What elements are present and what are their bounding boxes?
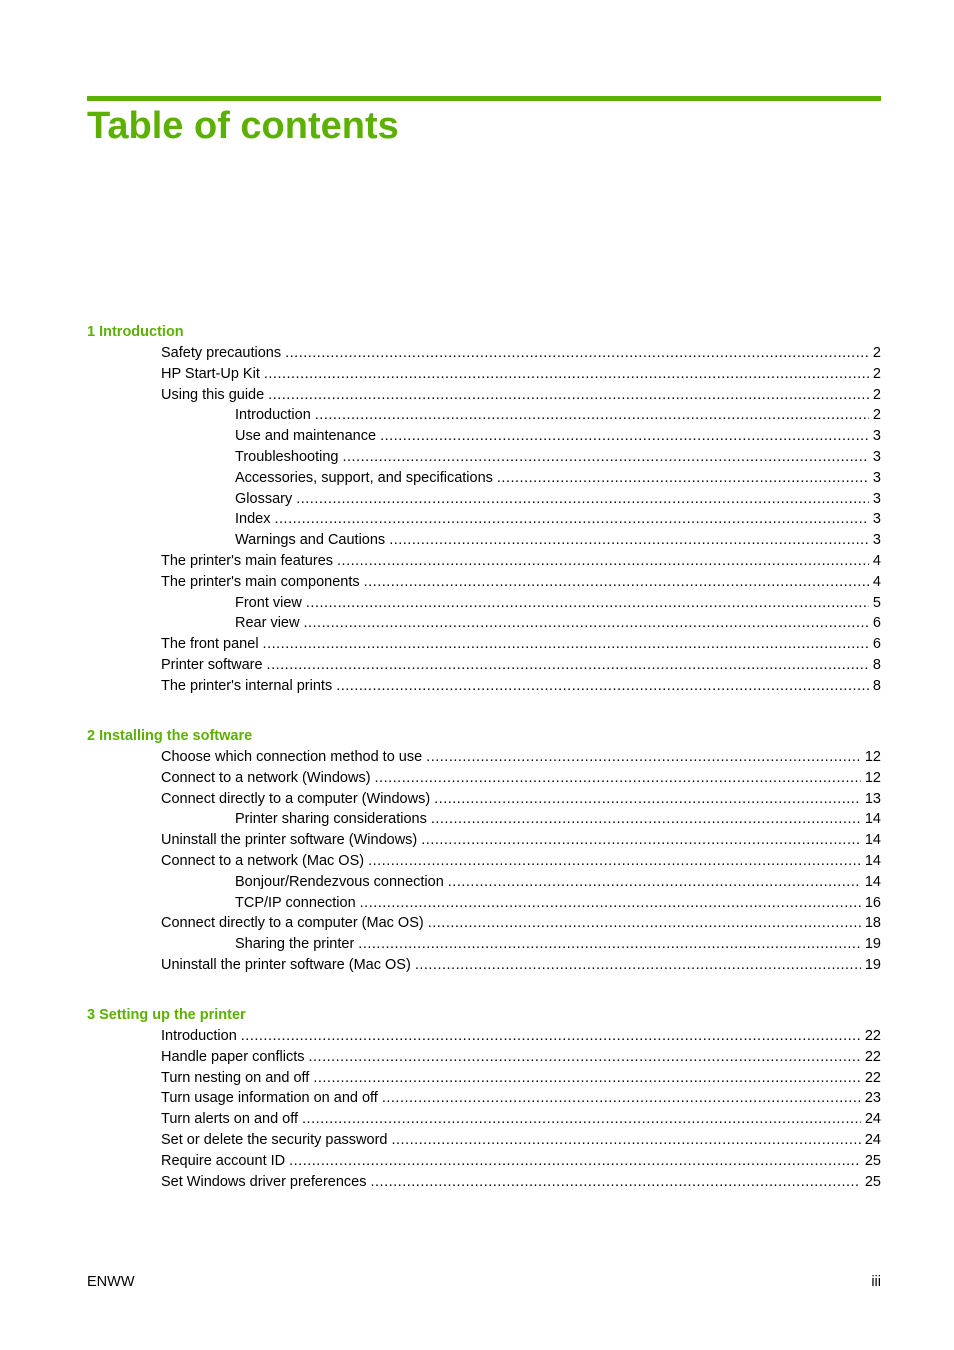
toc-entry-page: 4 — [872, 552, 881, 569]
toc-entry-label: Safety precautions — [161, 345, 282, 361]
toc-entry[interactable] — [87, 489, 881, 510]
toc-entry[interactable] — [87, 426, 881, 447]
toc-entry-label: Sharing the printer — [235, 936, 355, 953]
dot-leader — [368, 851, 861, 872]
toc-entry-page: 24 — [864, 1111, 881, 1128]
toc-entry-label: The printer's main features — [161, 552, 334, 569]
toc-entry[interactable] — [87, 364, 881, 385]
toc-entry-page: 14 — [864, 832, 881, 849]
toc-entry-page: 6 — [872, 636, 881, 653]
toc-entry-label: Handle paper conflicts — [161, 1048, 305, 1065]
toc-entry-page: 5 — [872, 594, 881, 611]
toc-entry-page: 24 — [864, 1131, 881, 1148]
dot-leader — [274, 509, 868, 530]
chapter-section — [87, 726, 881, 976]
toc-entry-label: Introduction — [235, 407, 311, 424]
toc-entry[interactable] — [87, 1130, 881, 1151]
toc-entry-page: 18 — [864, 915, 881, 932]
toc-entry-page: 3 — [872, 532, 881, 549]
toc-entry[interactable] — [87, 468, 881, 489]
toc-entry[interactable] — [87, 1026, 881, 1047]
toc-entry-page: 2 — [872, 345, 881, 361]
toc-entry[interactable] — [87, 955, 881, 976]
dot-leader — [296, 489, 869, 510]
dot-leader — [303, 613, 868, 634]
toc-entry-label: Index — [235, 511, 271, 528]
dot-leader — [371, 1172, 861, 1193]
toc-entry-label: Troubleshooting — [235, 448, 339, 465]
dot-leader — [267, 655, 869, 676]
toc-entry-label: Introduction — [161, 1028, 237, 1044]
toc-entry-page: 14 — [864, 811, 881, 828]
toc-entry[interactable] — [87, 613, 881, 634]
toc-entry-page: 3 — [872, 469, 881, 486]
toc-entry-label: Connect to a network (Mac OS) — [161, 852, 365, 869]
toc-entry-label: Using this guide — [161, 386, 265, 403]
toc-entry[interactable] — [87, 593, 881, 614]
dot-leader — [375, 768, 861, 789]
dot-leader — [415, 955, 861, 976]
toc-entry-page: 22 — [864, 1069, 881, 1086]
toc-entry-page: 25 — [864, 1173, 881, 1190]
toc-entry-page: 16 — [864, 894, 881, 911]
dot-leader — [382, 1088, 861, 1109]
chapter-entries — [87, 1026, 881, 1192]
toc-entry-page: 3 — [872, 448, 881, 465]
dot-leader — [358, 934, 861, 955]
toc-entry-page: 12 — [864, 769, 881, 786]
toc-entry[interactable] — [87, 655, 881, 676]
toc-entry[interactable] — [87, 551, 881, 572]
dot-leader — [497, 468, 869, 489]
toc-entry[interactable] — [87, 634, 881, 655]
toc-entry-label: Rear view — [235, 615, 300, 632]
toc-entry[interactable] — [87, 830, 881, 851]
dot-leader — [391, 1130, 860, 1151]
toc-entry-page: 2 — [872, 365, 881, 382]
toc-entry-label: Use and maintenance — [235, 428, 377, 445]
toc-entry[interactable] — [87, 676, 881, 697]
toc-entry[interactable] — [87, 768, 881, 789]
footer-label: ENWW — [87, 1274, 135, 1290]
page-title: Table of contents — [87, 105, 399, 147]
toc-entry-label: Set or delete the security password — [161, 1131, 388, 1148]
toc-entry-page: 12 — [864, 749, 881, 765]
toc-entry-label: Turn alerts on and off — [161, 1111, 299, 1128]
toc-entry-label: Choose which connection method to use — [161, 749, 423, 765]
dot-leader — [263, 634, 869, 655]
dot-leader — [268, 385, 869, 406]
toc-entry-label: Glossary — [235, 490, 293, 507]
toc-entry-page: 8 — [872, 677, 881, 694]
toc-entry-page: 25 — [864, 1152, 881, 1169]
toc-entry-page: 14 — [864, 873, 881, 890]
toc-entry-page: 19 — [864, 956, 881, 973]
toc-entry[interactable] — [87, 789, 881, 810]
toc-entry[interactable] — [87, 1172, 881, 1193]
toc-entry-label: Connect to a network (Windows) — [161, 769, 371, 786]
dot-leader — [264, 364, 869, 385]
dot-leader — [448, 872, 861, 893]
dot-leader — [313, 1068, 861, 1089]
toc-entry-label: Uninstall the printer software (Mac OS) — [161, 956, 411, 973]
toc-entry[interactable] — [87, 893, 881, 914]
toc-entry[interactable] — [87, 913, 881, 934]
toc-entry[interactable] — [87, 572, 881, 593]
toc-entry-label: The printer's main components — [161, 573, 360, 590]
toc-entry-page: 3 — [872, 428, 881, 445]
toc-entry-label: The printer's internal prints — [161, 677, 333, 694]
toc-entry[interactable] — [87, 385, 881, 406]
dot-leader — [315, 405, 869, 426]
toc-entry[interactable] — [87, 809, 881, 830]
toc-entry-label: Connect directly to a computer (Mac OS) — [161, 915, 424, 932]
dot-leader — [336, 676, 869, 697]
chapter-section — [87, 322, 881, 697]
toc-entry-page: 23 — [864, 1090, 881, 1107]
chapter-heading[interactable]: 3 Setting up the printer — [87, 1007, 246, 1023]
toc-entry-label: The front panel — [161, 636, 259, 653]
dot-leader — [337, 551, 869, 572]
chapter-section — [87, 1005, 881, 1192]
toc-entry-label: Accessories, support, and specifications — [235, 469, 493, 486]
dot-leader — [306, 593, 869, 614]
toc-entry-page: 6 — [872, 615, 881, 632]
dot-leader — [360, 893, 861, 914]
toc-entry[interactable] — [87, 747, 881, 768]
chapter-entries — [87, 747, 881, 976]
toc-entry[interactable] — [87, 851, 881, 872]
toc-entry-label: Set Windows driver preferences — [161, 1173, 367, 1190]
dot-leader — [421, 830, 861, 851]
toc-entry[interactable] — [87, 872, 881, 893]
chapter-entries — [87, 343, 881, 697]
toc-entry[interactable] — [87, 934, 881, 955]
toc-entry-label: TCP/IP connection — [235, 894, 356, 911]
dot-leader — [389, 530, 869, 551]
dot-leader — [308, 1047, 860, 1068]
dot-leader — [428, 913, 861, 934]
toc-entry-page: 22 — [864, 1048, 881, 1065]
toc-entry-page: 3 — [872, 490, 881, 507]
toc-entry-page: 2 — [872, 386, 881, 403]
toc-entry[interactable] — [87, 1151, 881, 1172]
toc-entry-label: Connect directly to a computer (Windows) — [161, 790, 431, 807]
toc-entry-page: 22 — [864, 1028, 881, 1044]
dot-leader — [241, 1026, 861, 1047]
toc-entry-page: 2 — [872, 407, 881, 424]
toc-entry[interactable] — [87, 530, 881, 551]
chapter-heading[interactable]: 2 Installing the software — [87, 728, 253, 744]
toc-entry[interactable] — [87, 405, 881, 426]
toc-entry[interactable] — [87, 343, 881, 364]
toc-entry-label: Printer sharing considerations — [235, 811, 427, 828]
toc-entry[interactable] — [87, 509, 881, 530]
dot-leader — [342, 447, 868, 468]
toc-entry-label: Uninstall the printer software (Windows) — [161, 832, 418, 849]
dot-leader — [289, 1151, 861, 1172]
toc-entry-page: 3 — [872, 511, 881, 528]
toc-entry[interactable] — [87, 1047, 881, 1068]
toc-entry-page: 13 — [864, 790, 881, 807]
dot-leader — [302, 1109, 861, 1130]
toc-entry[interactable] — [87, 447, 881, 468]
dot-leader — [364, 572, 869, 593]
toc-entry-page: 4 — [872, 573, 881, 590]
dot-leader — [426, 747, 861, 768]
toc-entry-label: HP Start-Up Kit — [161, 365, 260, 382]
toc-entry[interactable] — [87, 1068, 881, 1089]
toc-entry-page: 14 — [864, 852, 881, 869]
chapter-heading[interactable]: 1 Introduction — [87, 324, 184, 340]
dot-leader — [380, 426, 869, 447]
dot-leader — [285, 343, 869, 364]
toc-entry-label: Turn nesting on and off — [161, 1069, 310, 1086]
toc-entry-label: Turn usage information on and off — [161, 1090, 378, 1107]
toc-entry-label: Warnings and Cautions — [235, 532, 386, 549]
toc-entry[interactable] — [87, 1088, 881, 1109]
footer-page-number: iii — [871, 1274, 881, 1290]
toc-entry-label: Bonjour/Rendezvous connection — [235, 873, 444, 890]
toc-entry-page: 8 — [872, 656, 881, 673]
dot-leader — [434, 789, 861, 810]
toc-entry-page: 19 — [864, 936, 881, 953]
toc-entry-label: Require account ID — [161, 1152, 286, 1169]
toc-entry-label: Printer software — [161, 656, 263, 673]
toc-entry-label: Front view — [235, 594, 302, 611]
dot-leader — [431, 809, 861, 830]
toc-entry[interactable] — [87, 1109, 881, 1130]
